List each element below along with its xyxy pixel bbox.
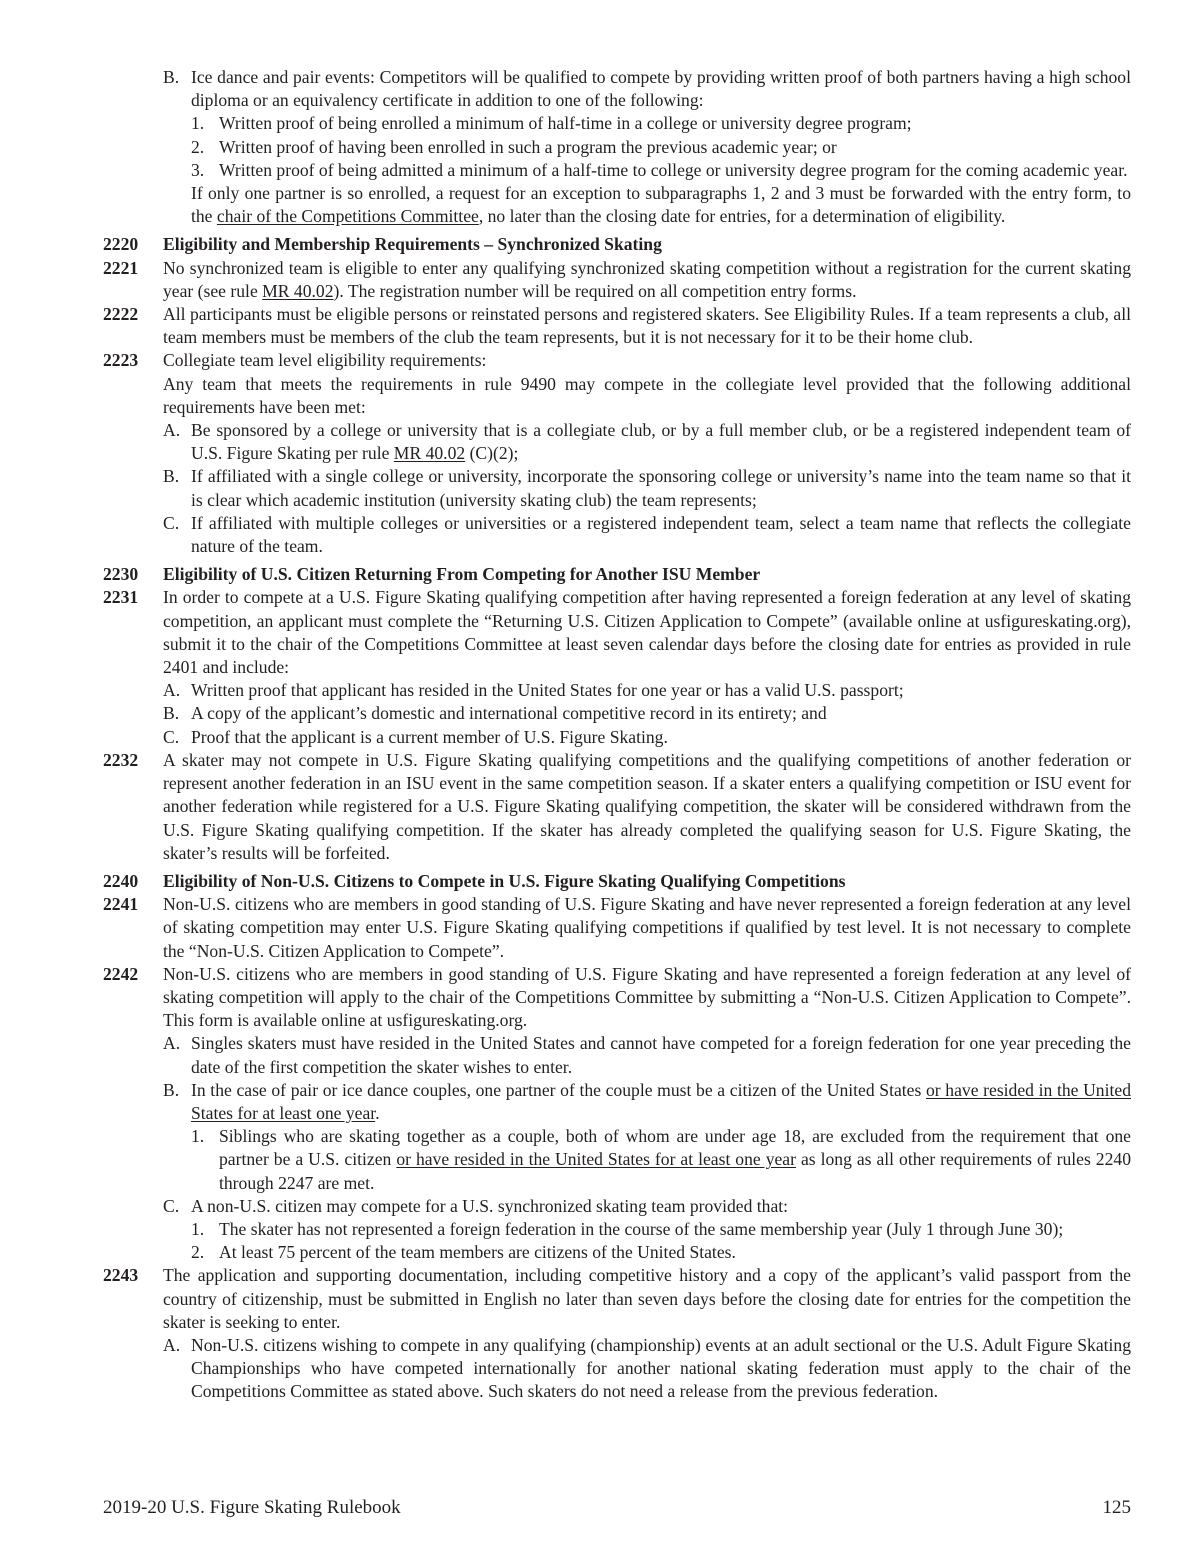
item-label: 1. <box>191 113 205 134</box>
mr-40-02-link[interactable]: MR 40.02 <box>393 443 466 464</box>
rule-text: All participants must be eligible persons or reinstated persons and registered skaters. See Eligibility Rules. If a team represents a club, all team members must be members of the club the team represents, but it is not necessary for it to be their home club. <box>163 304 1131 348</box>
section-2215-b <box>103 66 1131 112</box>
rule-2231 <box>103 586 1131 679</box>
section-heading-2230 <box>103 563 1131 586</box>
rule-number: 2230 <box>103 564 139 585</box>
rule-number: 2242 <box>103 963 139 984</box>
item-label: B. <box>163 466 180 487</box>
rule-number: 2231 <box>103 587 139 608</box>
list-item <box>103 136 1131 159</box>
item-text: If affiliated with a single college or university, incorporate the sponsoring college or university’s name into the team name so that it is clear which academic institution (university skating club) the team represents; <box>191 466 1131 510</box>
item-label: A. <box>163 1033 181 1054</box>
list-item <box>103 679 1131 702</box>
list-item <box>103 1218 1131 1241</box>
rule-number: 2220 <box>103 234 139 255</box>
residency-clause: or have resided in the United States for at least one year <box>191 1079 1131 1123</box>
item-label: A. <box>163 420 181 441</box>
item-label: A. <box>163 680 181 701</box>
rule-text: The application and supporting documentation, including competitive history and a copy of the applicant’s valid passport from the country of citizenship, must be submitted in English no later than seven days before the closing date for entries for the competition the skater is seeking to enter. <box>163 1265 1131 1332</box>
list-item <box>103 419 1131 465</box>
item-text: (C)(2); <box>465 443 519 464</box>
item-text: Be sponsored by a college or university that is a collegiate club, or by a full member club, or be a registered independent team of U.S. Figure Skating per rule <box>191 420 1131 464</box>
rule-2222 <box>103 303 1131 349</box>
list-item <box>103 702 1131 725</box>
rulebook-page-content <box>103 66 1131 1404</box>
item-text: Ice dance and pair events: Competitors will be qualified to compete by providing written proof of both partners having a high school diploma or an equivalency certificate in addition to one of the following: <box>191 67 1131 111</box>
list-item <box>103 112 1131 135</box>
item-text: Siblings who are skating together as a couple, both of whom are under age 18, are excluded from the requirement that one partner be a U.S. citizen <box>219 1126 1131 1170</box>
item-label: A. <box>163 1334 181 1355</box>
item-text: as long as all other requirements of rules 2240 through 2247 are met. <box>219 1149 1131 1193</box>
mr-40-02-link[interactable]: MR 40.02 <box>262 280 334 301</box>
list-item <box>103 465 1131 511</box>
list-item <box>103 1334 1131 1404</box>
list-item <box>103 726 1131 749</box>
list-item <box>103 1032 1131 1078</box>
rule-text: In order to compete at a U.S. Figure Skating qualifying competition after having represented a foreign federation at any level of skating competition, an applicant must complete the “Returning U.S. Citizen Application to Compete” (available online at usfigureskating.org), submit it to the chair of the Competitions Committee at least seven calendar days before the closing date for entries as provided in rule 2401 and include: <box>163 587 1131 678</box>
residency-clause: or have resided in the United States for at least one year <box>396 1149 796 1170</box>
item-text: A copy of the applicant’s domestic and international competitive record in its entirety; and <box>191 703 827 724</box>
rule-number: 2222 <box>103 304 139 325</box>
rule-2223 <box>103 349 1131 372</box>
rule-text: Any team that meets the requirements in rule 9490 may compete in the collegiate level provided that the following additional requirements have been met: <box>163 373 1131 417</box>
section-heading-2220 <box>103 233 1131 256</box>
section-title: Eligibility of Non-U.S. Citizens to Compete in U.S. Figure Skating Qualifying Competitions <box>163 870 846 891</box>
exception-note <box>103 182 1131 228</box>
rule-number: 2223 <box>103 350 139 371</box>
note-text: , no later than the closing date for entries, for a determination of eligibility. <box>478 206 1006 227</box>
rule-text: Non-U.S. citizens who are members in good standing of U.S. Figure Skating and have never represented a foreign federation at any level of skating competition may enter U.S. Figure Skating qualifying competitions if qualified by test level. It is not necessary to complete the “Non-U.S. Citizen Application to Compete”. <box>163 894 1131 961</box>
list-item <box>103 1125 1131 1195</box>
note-text: If only one partner is so enrolled, a request for an exception to subparagraphs 1, 2 and 3 must be forwarded with the entry form, to the <box>191 183 1131 227</box>
item-label: 1. <box>191 1218 205 1239</box>
item-label: 3. <box>191 159 205 180</box>
item-text: Written proof of having been enrolled in such a program the previous academic year; or <box>219 136 837 157</box>
rule-text: Collegiate team level eligibility requirements: <box>163 350 487 371</box>
item-text: Written proof of being admitted a minimum of a half-time to college or university degree program for the coming academic year. <box>219 159 1128 180</box>
section-title: Eligibility of U.S. Citizen Returning From Competing for Another ISU Member <box>163 564 761 585</box>
item-text: Proof that the applicant is a current member of U.S. Figure Skating. <box>191 726 668 747</box>
item-text: Written proof of being enrolled a minimum of half-time in a college or university degree program; <box>219 113 912 134</box>
item-label: 2. <box>191 1242 205 1263</box>
page-number: 125 <box>1102 1497 1131 1518</box>
item-label: C. <box>163 512 180 533</box>
rulebook-title: 2019-20 U.S. Figure Skating Rulebook <box>103 1497 401 1518</box>
list-item <box>103 1079 1131 1125</box>
rule-2221 <box>103 257 1131 303</box>
item-label: C. <box>163 726 180 747</box>
rule-number: 2221 <box>103 257 139 278</box>
rule-2243 <box>103 1264 1131 1334</box>
rule-2241 <box>103 893 1131 963</box>
section-heading-2240 <box>103 870 1131 893</box>
item-text: The skater has not represented a foreign federation in the course of the same membership year (July 1 through June 30); <box>219 1218 1064 1239</box>
rule-text: A skater may not compete in U.S. Figure Skating qualifying competitions and the qualifying competitions of another federation or represent another federation in an ISU event in the same competition season. If a skater enters a qualifying competition or ISU event for another federation while registered for a U.S. Figure Skating qualifying competition, the skater will be considered withdrawn from the U.S. Figure Skating qualifying competition. If the skater has already completed the qualifying season for U.S. Figure Skating, the skater’s results will be forfeited. <box>163 749 1131 863</box>
item-text: If affiliated with multiple colleges or universities or a registered independent team, select a team name that reflects the collegiate nature of the team. <box>191 512 1131 557</box>
item-text: A non-U.S. citizen may compete for a U.S. synchronized skating team provided that: <box>191 1195 789 1216</box>
item-label: 2. <box>191 136 205 157</box>
rule-number: 2240 <box>103 870 139 891</box>
rule-text: Non-U.S. citizens who are members in good standing of U.S. Figure Skating and have represented a foreign federation at any level of skating competition will apply to the chair of the Competitions Committee by submitting a “Non-U.S. Citizen Application to Compete”. This form is available online at usfigureskating.org. <box>163 963 1131 1031</box>
list-item <box>103 159 1131 182</box>
item-label: B. <box>163 703 180 724</box>
list-item <box>103 512 1131 558</box>
rule-text: No synchronized team is eligible to enter any qualifying synchronized skating competition without a registration for the current skating year (see rule <box>163 257 1131 301</box>
item-label: B. <box>163 67 180 87</box>
rule-2242 <box>103 963 1131 1033</box>
rule-text: ). The registration number will be required on all competition entry forms. <box>333 280 857 301</box>
rule-paragraph <box>103 373 1131 419</box>
item-label: C. <box>163 1195 180 1216</box>
item-label: B. <box>163 1079 180 1100</box>
rule-2232 <box>103 749 1131 865</box>
item-text: . <box>375 1102 380 1123</box>
item-text: Singles skaters must have resided in the United States and cannot have competed for a foreign federation for one year preceding the date of the first competition the skater wishes to enter. <box>191 1033 1131 1077</box>
section-title: Eligibility and Membership Requirements – Synchronized Skating <box>163 234 662 255</box>
item-text: Written proof that applicant has resided in the United States for one year or has a valid U.S. passport; <box>191 680 904 701</box>
item-label: 1. <box>191 1126 205 1147</box>
item-text: At least 75 percent of the team members are citizens of the United States. <box>219 1242 736 1263</box>
list-item <box>103 1195 1131 1218</box>
competitions-committee-link[interactable]: chair of the Competitions Committee <box>216 206 479 227</box>
item-text: In the case of pair or ice dance couples, one partner of the couple must be a citizen of the United States <box>191 1079 926 1100</box>
item-text: Non-U.S. citizens wishing to compete in any qualifying (championship) events at an adult sectional or the U.S. Adult Figure Skating Championships who have competed internationally for another national skating federation must apply to the chair of the Competitions Committee as stated above. Such skaters do not need a release from the previous federation. <box>191 1334 1131 1402</box>
list-item <box>103 1241 1131 1264</box>
rule-number: 2232 <box>103 749 139 770</box>
rule-number: 2243 <box>103 1265 139 1286</box>
rule-number: 2241 <box>103 894 139 915</box>
